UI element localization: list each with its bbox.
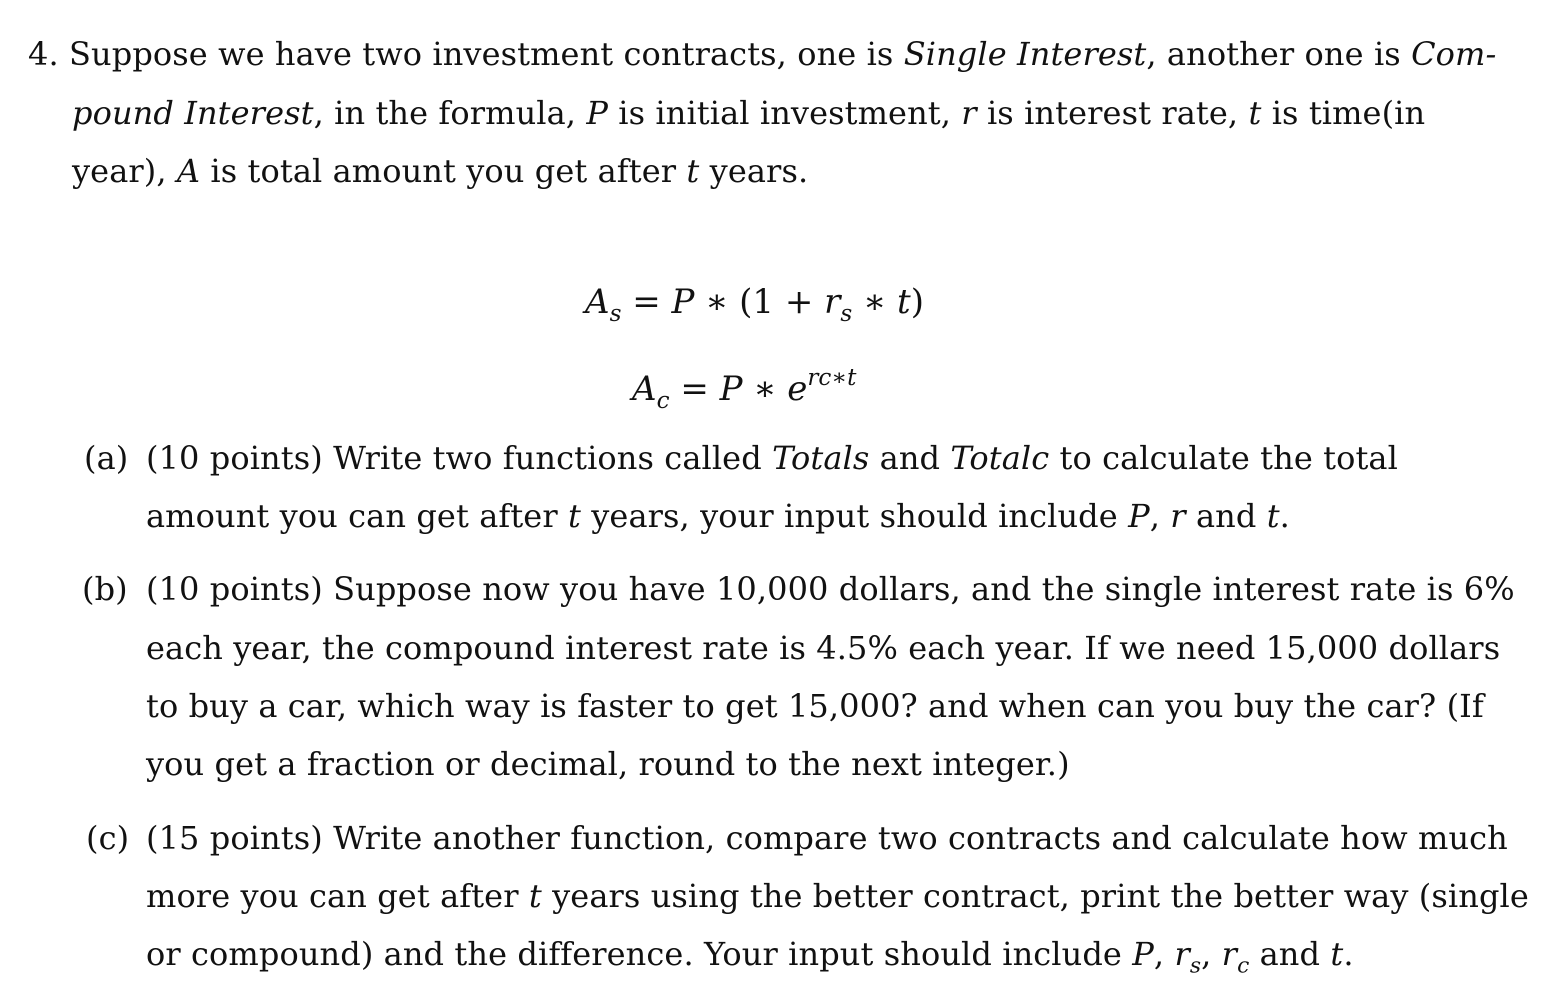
intro-text: , in the formula, <box>313 94 587 132</box>
var-P: P <box>586 94 608 132</box>
intro-text: Suppose we have two investment contracts, one is <box>69 35 904 73</box>
formula-op: = <box>669 369 720 410</box>
part-a-label: (a) <box>84 439 129 477</box>
part-text: , <box>1153 935 1175 973</box>
formula-lhs: A <box>585 282 610 322</box>
var-t: t <box>528 877 542 915</box>
intro-text: is total amount you get after <box>200 152 687 190</box>
var-P: P <box>1132 935 1154 973</box>
question-line-2 <box>72 93 1425 133</box>
part-c-line-1: (15 points) Write another function, compare two contracts and calculate how much <box>146 819 1508 857</box>
var-t: t <box>567 497 581 535</box>
formula-var: e <box>787 369 808 410</box>
simple-interest-formula <box>585 282 924 334</box>
part-b-line-4: you get a fraction or decimal, round to the next integer.) <box>146 745 1070 783</box>
intro-text: years. <box>699 152 809 190</box>
part-text: , <box>1149 497 1171 535</box>
formula-op: ) <box>910 282 924 322</box>
intro-text: year), <box>72 152 177 190</box>
part-text: . <box>1343 935 1354 973</box>
var-r: r <box>1221 935 1238 973</box>
compound-hyphen-term: Com- <box>1411 35 1497 73</box>
part-text: years, your input should include <box>580 497 1129 535</box>
part-text: more you can get after <box>146 877 529 915</box>
compound-interest-term: pound Interest <box>72 94 314 132</box>
formula-op: ∗ <box>742 369 788 410</box>
part-c-label: (c) <box>86 819 130 857</box>
formula-subscript: s <box>609 301 622 328</box>
part-c-line-3 <box>146 934 1354 987</box>
formula-op: ∗ (1 + <box>694 282 825 322</box>
part-text: (10 points) Write two functions called <box>146 439 773 477</box>
subscript-c: c <box>1237 953 1250 979</box>
var-t: t <box>1330 935 1344 973</box>
formula-exponent: rc∗t <box>807 365 857 391</box>
formula-var: r <box>824 282 841 322</box>
intro-text: is initial investment, <box>608 94 962 132</box>
intro-text: is interest rate, <box>976 94 1249 132</box>
subscript-s: s <box>1189 953 1202 979</box>
part-b-line-1: (10 points) Suppose now you have 10,000 dollars, and the single interest rate is 6% <box>146 570 1515 608</box>
part-text: years using the better contract, print the better way (single <box>541 877 1529 915</box>
part-c-line-2 <box>146 876 1529 916</box>
var-A: A <box>176 152 201 190</box>
part-text: , <box>1201 935 1222 973</box>
formula-var: P <box>671 282 695 322</box>
var-r: r <box>1174 935 1190 973</box>
formula-subscript: c <box>656 388 670 415</box>
single-interest-term: Single Interest <box>903 35 1147 73</box>
var-r: r <box>961 94 977 132</box>
intro-text: , another one is <box>1146 35 1412 73</box>
formula-op: = <box>621 282 672 322</box>
question-line-1 <box>28 34 1496 74</box>
part-a-line-2 <box>146 496 1290 536</box>
function-name-totals: Totals <box>772 439 870 477</box>
formula-var: t <box>897 282 911 322</box>
question-number: 4. <box>28 35 59 73</box>
var-r: r <box>1170 497 1186 535</box>
var-t: t <box>1248 94 1262 132</box>
part-text: and <box>869 439 951 477</box>
compound-interest-formula <box>632 358 856 421</box>
formula-var: P <box>719 369 743 410</box>
formula-op: ∗ <box>852 282 898 322</box>
var-t: t <box>686 152 700 190</box>
formula-subscript: s <box>840 301 853 328</box>
part-text: or compound) and the difference. Your input should include <box>146 935 1133 973</box>
question-line-3 <box>72 151 808 191</box>
part-b-line-3: to buy a car, which way is faster to get 15,000? and when can you buy the car? (If <box>146 687 1484 725</box>
part-b-label: (b) <box>82 570 128 608</box>
part-b-line-2: each year, the compound interest rate is 4.5% each year. If we need 15,000 dollars <box>146 629 1501 667</box>
var-t: t <box>1266 497 1280 535</box>
var-P: P <box>1128 497 1150 535</box>
intro-text: is time(in <box>1261 94 1426 132</box>
part-a-line-1 <box>146 438 1398 478</box>
formula-lhs: A <box>632 369 657 410</box>
part-text: and <box>1249 935 1331 973</box>
part-text: to calculate the total <box>1049 439 1398 477</box>
part-text: . <box>1279 497 1290 535</box>
part-text: and <box>1185 497 1267 535</box>
function-name-totalc: Totalc <box>950 439 1050 477</box>
part-text: amount you can get after <box>146 497 568 535</box>
